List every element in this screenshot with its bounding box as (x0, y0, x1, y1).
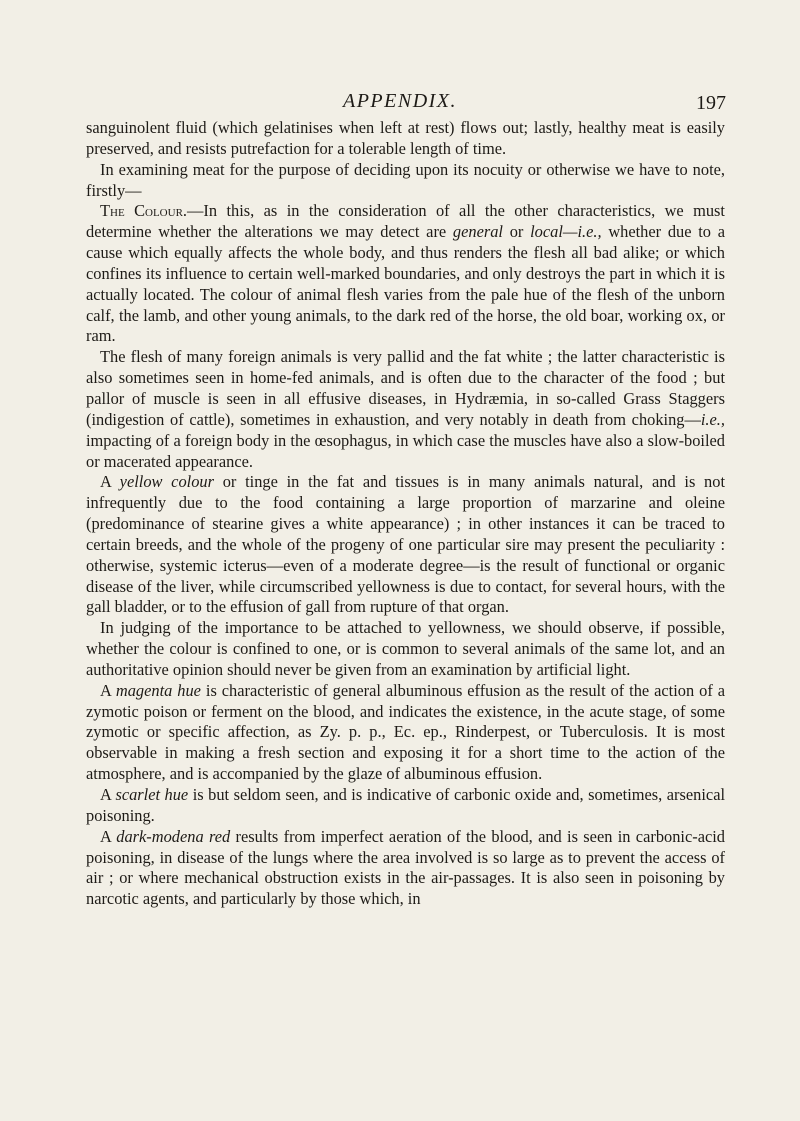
emphasis-magenta-hue: magenta hue (115, 680, 201, 700)
paragraph-8-text-a: A (100, 785, 116, 804)
paragraph-7 (86, 681, 725, 785)
paragraph-3 (86, 201, 725, 347)
paragraph-6: In judging of the importance to be attached to yellowness, we should observe, if possible, whether the colour is confined to one, or is common to several animals of the same lot, and an authoritative opinion should never be given from an examination by artificial light. (86, 618, 725, 679)
body-text (86, 118, 725, 910)
paragraph-7-text-b: is characteristic of general albuminous effusion as the result of the action of a zymotic poison or ferment on the blood, and indicates the existence, in the acute stage, of some zymotic or specific affection, as Zy. p. p., Ec. ep., Rinderpest, or Tuberculosis. It is most observable in making a fresh section and exposing it for a short time to the action of the atmosphere, and is accompanied by the glaze of albuminous effusion. (86, 680, 726, 784)
paragraph-8 (86, 785, 725, 827)
paragraph-3-text-a: —In this, as in the consideration of all the other characteristics, we must determine whether the alterations we may detect are (86, 201, 725, 242)
paragraph-5 (86, 472, 725, 618)
paragraph-9-text-a: A (100, 826, 117, 846)
paragraph-2: In examining meat for the purpose of deciding upon its nocuity or otherwise we have to note, firstly— (86, 159, 725, 200)
paragraph-4 (86, 347, 725, 472)
paragraph-5-text-b: or tinge in the fat and tissues is in many animals natural, and is not infrequently due to the food containing a large proportion of marzarine and oleine (predominance of stearine gives a white appearance) ; in other instances it can be traced to certain breeds, and the whole of the progeny of one particular sire may present the peculiarity : otherwise, systemic icterus—even of a moderate degree—is the result of functional or organic disease of the liver, while circumscribed yellowness is due to contact, for several hours, with the gall bladder, or to the effusion of gall from rupture of that organ. (86, 472, 725, 617)
paragraph-4-text-b: impacting of a foreign body in the œsophagus, in which case the muscles have also a slow-boiled or macerated appearance. (86, 430, 725, 471)
emphasis-general: general (452, 222, 503, 242)
emphasis-dark-modena-red: dark-modena red (116, 826, 231, 846)
paragraph-8-text-b: is but seldom seen, and is indicative of carbonic oxide and, sometimes, arsenical poisoning. (86, 785, 726, 825)
emphasis-scarlet-hue: scarlet hue (115, 785, 189, 804)
paragraph-3-text-b: or (502, 222, 531, 242)
running-title: APPENDIX. (343, 90, 458, 112)
paragraph-5-text-a: A (100, 472, 120, 492)
paragraph-9 (86, 827, 725, 910)
emphasis-local: local—i.e., (530, 222, 602, 242)
section-lead-colour: The Colour. (100, 201, 187, 221)
paragraph-4-text-a: The flesh of many foreign animals is very pallid and the fat white ; the latter characteristic is also sometimes seen in home-fed animals, and is often due to the character of the food ; but pallor of muscle is seen in all effusive diseases, in Hydræmia, in so-called Grass Staggers (indigestion of cattle), sometimes in exhaustion, and very notably in death from choking— (86, 347, 725, 429)
paragraph-1: sanguinolent fluid (which gelatinises when left at rest) flows out; lastly, healthy meat is easily preserved, and resists putrefaction for a tolerable length of time. (86, 118, 725, 158)
emphasis-yellow-colour: yellow colour (119, 472, 214, 492)
emphasis-ie: i.e., (700, 409, 725, 429)
paragraph-9-text-b: results from imperfect aeration of the blood, and is seen in carbonic-acid poisoning, in disease of the lungs where the area involved is so large as to prevent the access of air ; or where mechanical obstruction exists in the air-passages. It is also seen in poisoning by narcotic agents, and particularly by those which, in (86, 826, 725, 909)
paragraph-3-text-c: whether due to a cause which equally affects the whole body, and thus renders the flesh all bad alike; or which confines its influence to certain well-marked boundaries, and only destroys the part in which it is actually located. The colour of animal flesh varies from the pale hue of the flesh of the unborn calf, the lamb, and other young animals, to the dark red of the horse, the old boar, working ox, or ram. (86, 222, 725, 346)
paragraph-7-text-a: A (100, 680, 116, 700)
page-number: 197 (696, 92, 726, 114)
